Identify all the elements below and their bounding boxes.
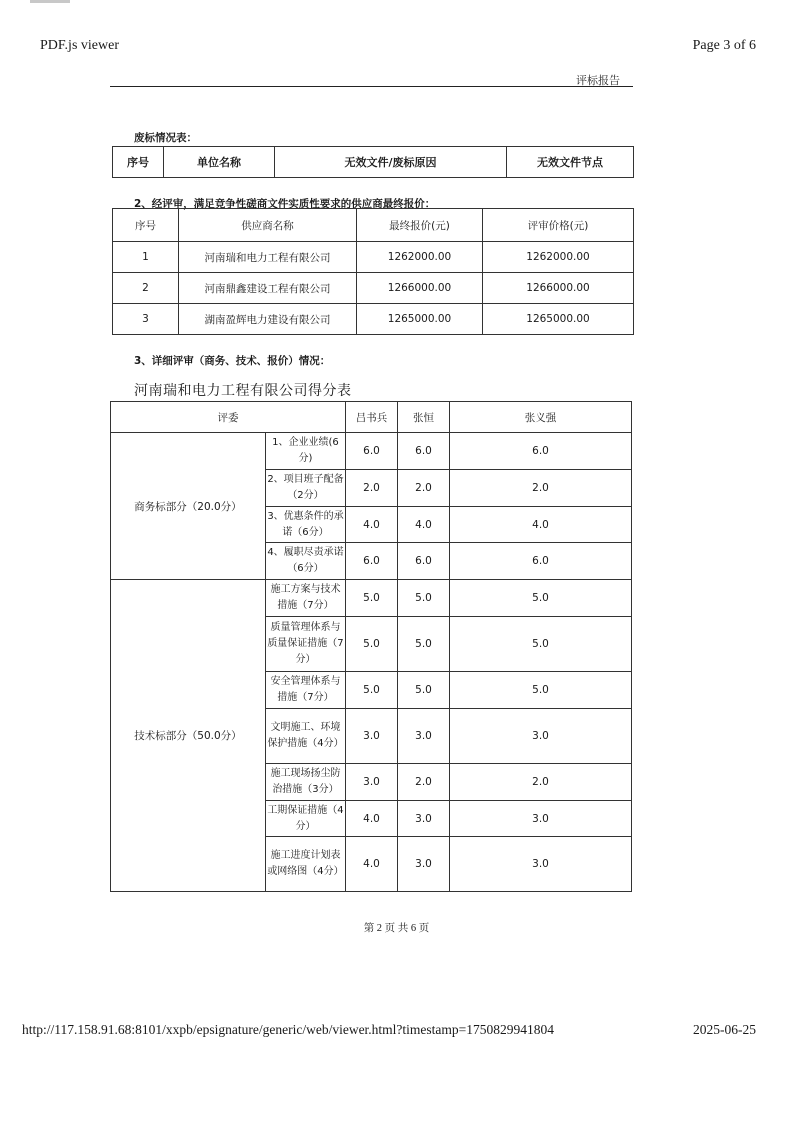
score-cell: 3.0 bbox=[398, 709, 450, 764]
score-cell: 4.0 bbox=[346, 801, 398, 837]
score-cell: 2.0 bbox=[398, 470, 450, 507]
score-cell: 5.0 bbox=[398, 617, 450, 672]
score-cell: 6.0 bbox=[398, 543, 450, 580]
table-cell: 1266000.00 bbox=[357, 273, 483, 304]
score-cell: 3.0 bbox=[398, 837, 450, 892]
group-label: 技术标部分（50.0分） bbox=[111, 580, 266, 892]
score-cell: 2.0 bbox=[450, 470, 632, 507]
score-cell: 6.0 bbox=[346, 433, 398, 470]
score-cell: 3.0 bbox=[450, 837, 632, 892]
score-cell: 5.0 bbox=[346, 617, 398, 672]
score-cell: 6.0 bbox=[450, 433, 632, 470]
final-quotes-table bbox=[112, 208, 634, 335]
table-cell: 2 bbox=[113, 273, 179, 304]
criterion-cell: 4、履职尽责承诺（6分） bbox=[266, 543, 346, 580]
table-cell: 1266000.00 bbox=[483, 273, 634, 304]
score-cell: 3.0 bbox=[450, 801, 632, 837]
table-row bbox=[111, 433, 632, 470]
score-cell: 6.0 bbox=[346, 543, 398, 580]
score-cell: 4.0 bbox=[346, 837, 398, 892]
criterion-cell: 文明施工、环境保护措施（4分） bbox=[266, 709, 346, 764]
table-cell: 3 bbox=[113, 304, 179, 335]
column-header: 供应商名称 bbox=[179, 209, 357, 242]
column-header: 评审价格(元) bbox=[483, 209, 634, 242]
criterion-cell: 施工方案与技术措施（7分） bbox=[266, 580, 346, 617]
table-cell: 1262000.00 bbox=[483, 242, 634, 273]
table-row bbox=[113, 304, 634, 335]
score-table bbox=[110, 401, 632, 892]
group-label: 商务标部分（20.0分） bbox=[111, 433, 266, 580]
criterion-cell: 3、优惠条件的承诺（6分） bbox=[266, 507, 346, 543]
print-date: 2025-06-25 bbox=[693, 1022, 756, 1037]
score-cell: 3.0 bbox=[450, 709, 632, 764]
table-cell: 1262000.00 bbox=[357, 242, 483, 273]
criterion-cell: 施工进度计划表或网络图（4分） bbox=[266, 837, 346, 892]
score-cell: 3.0 bbox=[346, 764, 398, 801]
table-cell: 1265000.00 bbox=[483, 304, 634, 335]
header-rule bbox=[110, 86, 633, 87]
score-cell: 6.0 bbox=[398, 433, 450, 470]
column-header: 序号 bbox=[113, 209, 179, 242]
table-cell: 河南鼎鑫建设工程有限公司 bbox=[179, 273, 357, 304]
score-cell: 2.0 bbox=[398, 764, 450, 801]
column-header: 张恒 bbox=[398, 402, 450, 433]
invalid-bids-table bbox=[112, 146, 634, 178]
table-header-row bbox=[113, 147, 634, 178]
document-header: 评标报告 bbox=[576, 74, 620, 87]
page-url: http://117.158.91.68:8101/xxpb/epsignature/generic/web/viewer.html?timestamp=1750829941804 bbox=[22, 1022, 555, 1037]
page-footer: 第 2 页 共 6 页 bbox=[363, 923, 430, 934]
score-cell: 4.0 bbox=[346, 507, 398, 543]
page-count: Page 3 of 6 bbox=[692, 38, 756, 53]
column-header: 单位名称 bbox=[164, 147, 275, 178]
table-header-row bbox=[113, 209, 634, 242]
score-cell: 4.0 bbox=[398, 507, 450, 543]
section-title-invalid-bids: 废标情况表： bbox=[134, 132, 197, 144]
score-table-title: 河南瑞和电力工程有限公司得分表 bbox=[134, 383, 352, 399]
score-cell: 3.0 bbox=[346, 709, 398, 764]
column-header: 最终报价(元) bbox=[357, 209, 483, 242]
score-cell: 5.0 bbox=[346, 580, 398, 617]
score-cell: 5.0 bbox=[398, 672, 450, 709]
column-header: 无效文件节点 bbox=[507, 147, 634, 178]
score-cell: 5.0 bbox=[450, 580, 632, 617]
browser-title: PDF.js viewer bbox=[40, 38, 119, 53]
score-cell: 5.0 bbox=[450, 617, 632, 672]
score-cell: 5.0 bbox=[346, 672, 398, 709]
score-cell: 3.0 bbox=[398, 801, 450, 837]
score-cell: 2.0 bbox=[346, 470, 398, 507]
column-header: 评委 bbox=[111, 402, 346, 433]
score-cell: 6.0 bbox=[450, 543, 632, 580]
score-cell: 2.0 bbox=[450, 764, 632, 801]
scan-artifact bbox=[30, 0, 70, 3]
score-cell: 4.0 bbox=[450, 507, 632, 543]
table-cell: 1 bbox=[113, 242, 179, 273]
table-cell: 湖南盈辉电力建设有限公司 bbox=[179, 304, 357, 335]
table-cell: 河南瑞和电力工程有限公司 bbox=[179, 242, 357, 273]
criterion-cell: 1、企业业绩(6分) bbox=[266, 433, 346, 470]
criterion-cell: 2、项目班子配备（2分） bbox=[266, 470, 346, 507]
criterion-cell: 安全管理体系与措施（7分） bbox=[266, 672, 346, 709]
table-row bbox=[113, 273, 634, 304]
column-header: 序号 bbox=[113, 147, 164, 178]
table-cell: 1265000.00 bbox=[357, 304, 483, 335]
criterion-cell: 质量管理体系与质量保证措施（7分） bbox=[266, 617, 346, 672]
column-header: 吕书兵 bbox=[346, 402, 398, 433]
section-title-final-quotes: 2、经评审，满足竞争性磋商文件实质性要求的供应商最终报价： bbox=[134, 198, 436, 210]
criterion-cell: 工期保证措施（4分） bbox=[266, 801, 346, 837]
section-title-detailed-review: 3、详细评审（商务、技术、报价）情况： bbox=[134, 355, 331, 367]
column-header: 张义强 bbox=[450, 402, 632, 433]
criterion-cell: 施工现场扬尘防治措施（3分） bbox=[266, 764, 346, 801]
table-header-row bbox=[111, 402, 632, 433]
score-cell: 5.0 bbox=[398, 580, 450, 617]
column-header: 无效文件/废标原因 bbox=[275, 147, 507, 178]
table-row bbox=[111, 580, 632, 617]
score-cell: 5.0 bbox=[450, 672, 632, 709]
table-row bbox=[113, 242, 634, 273]
